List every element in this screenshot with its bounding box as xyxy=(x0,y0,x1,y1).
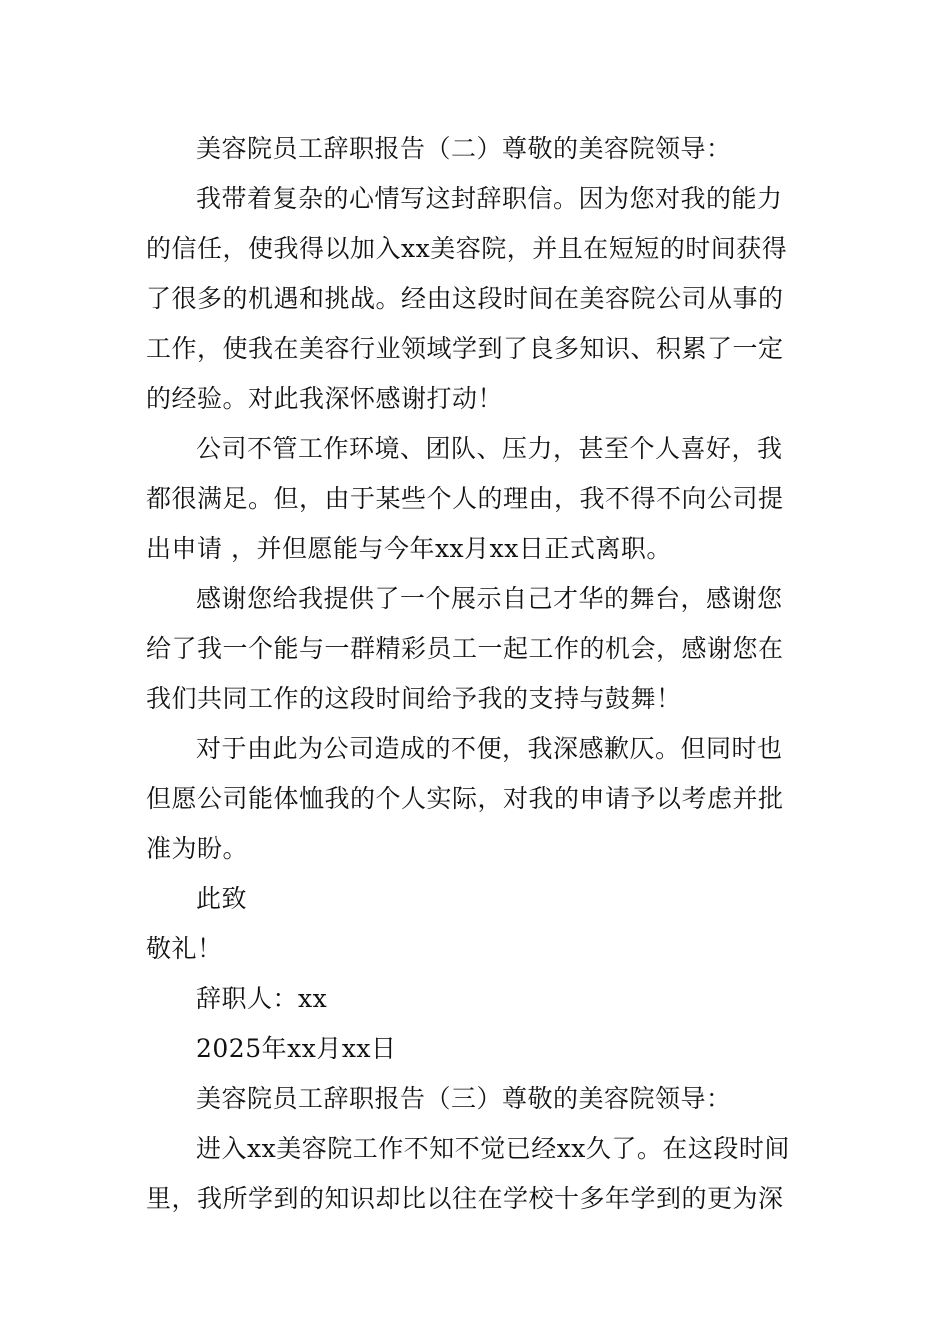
signature-name: 辞职人：xx xyxy=(196,984,328,1013)
paragraph-line: 工作，使我在美容行业领域学到了良多知识、积累了一定 xyxy=(146,334,784,363)
heading-report-two: 美容院员工辞职报告（二）尊敬的美容院领导： xyxy=(196,134,732,163)
paragraph-line: 出申请 ，并但愿能与今年xx月xx日正式离职。 xyxy=(146,534,672,563)
closing-salutation: 此致 xyxy=(196,884,248,913)
closing-regards: 敬礼！ xyxy=(146,934,223,963)
paragraph-line: 对于由此为公司造成的不便，我深感歉仄。但同时也 xyxy=(196,734,783,763)
paragraph-line: 进入xx美容院工作不知不觉已经xx久了。在这段时间 xyxy=(196,1134,790,1163)
signature-date: 2025年xx月xx日 xyxy=(196,1034,397,1063)
paragraph-line: 公司不管工作环境、团队、压力，甚至个人喜好，我 xyxy=(196,434,783,463)
paragraph-line: 感谢您给我提供了一个展示自己才华的舞台，感谢您 xyxy=(196,584,783,613)
paragraph-line: 都很满足。但，由于某些个人的理由，我不得不向公司提 xyxy=(146,484,784,513)
paragraph-line: 但愿公司能体恤我的个人实际，对我的申请予以考虑并批 xyxy=(146,784,784,813)
heading-report-three: 美容院员工辞职报告（三）尊敬的美容院领导： xyxy=(196,1084,732,1113)
paragraph-line: 了很多的机遇和挑战。经由这段时间在美容院公司从事的 xyxy=(146,284,784,313)
paragraph-line: 我带着复杂的心情写这封辞职信。因为您对我的能力 xyxy=(196,184,783,213)
paragraph-line: 的经验。对此我深怀感谢打动！ xyxy=(146,384,504,413)
paragraph-line: 给了我一个能与一群精彩员工一起工作的机会，感谢您在 xyxy=(146,634,784,663)
paragraph-line: 准为盼。 xyxy=(146,834,249,863)
paragraph-line: 我们共同工作的这段时间给予我的支持与鼓舞！ xyxy=(146,684,682,713)
paragraph-line: 里，我所学到的知识却比以往在学校十多年学到的更为深 xyxy=(146,1184,784,1213)
paragraph-line: 的信任，使我得以加入xx美容院，并且在短短的时间获得 xyxy=(146,234,788,263)
